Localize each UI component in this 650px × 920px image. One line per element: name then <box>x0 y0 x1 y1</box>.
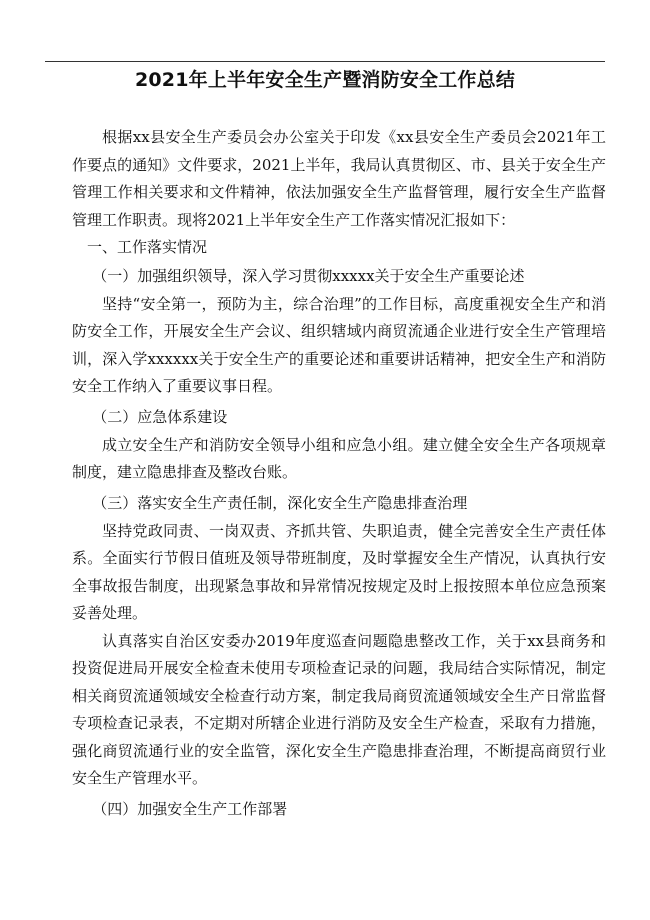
intro-paragraph: 根据xx县安全生产委员会办公室关于印发《xx县安全生产委员会2021年工作要点的通知》文件要求，2021上半年，我局认真贯彻区、市、县关于安全生产管理工作相关要求和文件精神，依法加强安全生产监督管理，履行安全生产监督管理工作职责。现将2021上半年安全生产工作落实情况汇报如下： <box>72 128 606 229</box>
subsection-heading-2: （二）应急体系建设 <box>92 407 228 426</box>
subsection-3-paragraph-1: 坚持党政同责、一岗双责、齐抓共管、失职追责，健全完善安全生产责任体系。全面实行节假日值班及领导带班制度，及时掌握安全生产情况，认真执行安全事故报告制度，出现紧急事故和异常情况按规定及时上报按照本单位应急预案妥善处理。 <box>72 521 606 622</box>
subsection-3-paragraph-2: 认真落实自治区安委办2019年度巡查问题隐患整改工作，关于xx县商务和投资促进局开展安全检查未使用专项检查记录的问题，我局结合实际情况，制定相关商贸流通领域安全检查行动方案，制定我局商贸流通领域安全生产日常监督专项检查记录表，不定期对所辖企业进行消防及安全生产检查，采取有力措施，强化商贸流通行业的安全监管，深化安全生产隐患排查治理，不断提高商贸行业安全生产管理水平。 <box>72 631 606 787</box>
section-heading-work-implementation: 一、工作落实情况 <box>87 238 208 256</box>
subsection-2-paragraph: 成立安全生产和消防安全领导小组和应急小组。建立健全安全生产各项规章制度，建立隐患排查及整改台账。 <box>72 435 606 481</box>
header-rule <box>45 61 605 62</box>
subsection-heading-3: （三）落实安全生产责任制，深化安全生产隐患排查治理 <box>92 493 468 512</box>
subsection-heading-1: （一）加强组织领导，深入学习贯彻xxxxx关于安全生产重要论述 <box>92 266 525 285</box>
subsection-heading-4: （四）加强安全生产工作部署 <box>92 799 288 818</box>
subsection-1-paragraph: 坚持“安全第一，预防为主，综合治理”的工作目标，高度重视安全生产和消防安全工作，开展安全生产会议、组织辖域内商贸流通企业进行安全生产管理培训，深入学xxxxxx关于安全生产的重要论述和重要讲话精神，把安全生产和消防安全工作纳入了重要议事日程。 <box>72 294 606 395</box>
document-title: 2021年上半年安全生产暨消防安全工作总结 <box>134 69 516 91</box>
document-body <box>72 124 606 824</box>
